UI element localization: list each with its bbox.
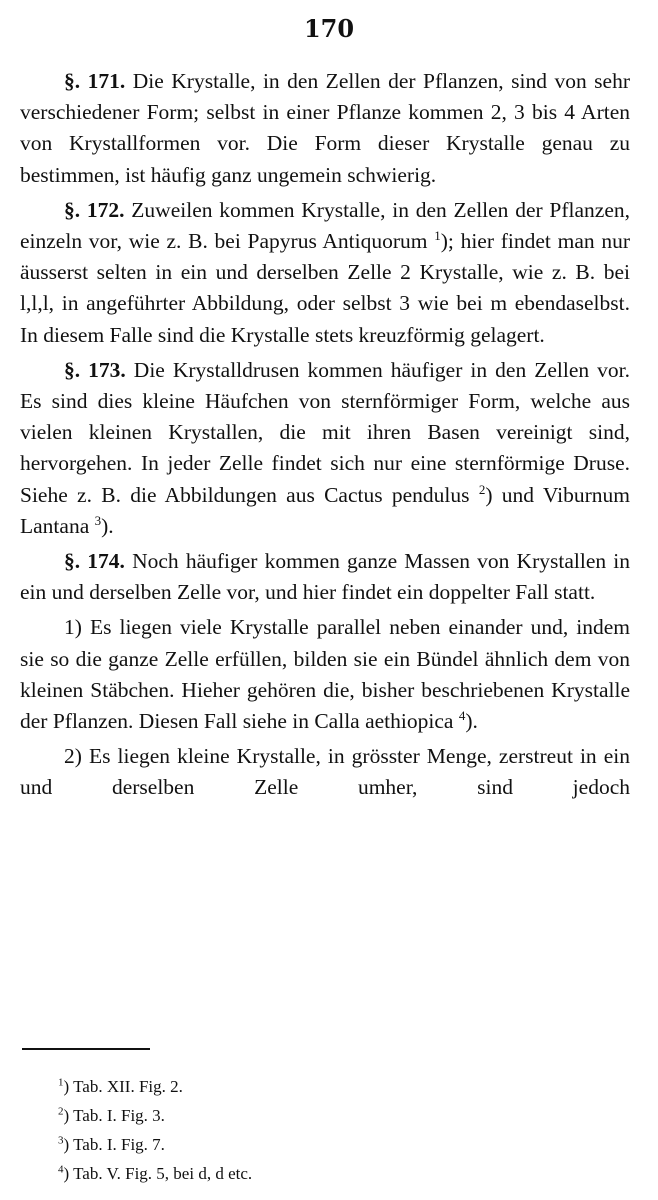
- paragraph-text: Noch häufiger kommen ganze Massen von Krystallen in ein und derselben Zelle vor, und hier findet ein doppelter Fall statt.: [20, 549, 630, 605]
- footnote-text: ) Tab. XII. Fig. 2.: [63, 1077, 183, 1096]
- paragraph-174: [20, 546, 630, 608]
- footnote-3: [58, 1130, 252, 1159]
- footnote-ref: 4: [458, 707, 466, 723]
- footnote-ref: 1: [434, 227, 441, 243]
- section-mark: §. 171.: [64, 69, 126, 93]
- footnote-divider: [22, 1048, 150, 1050]
- paragraph-text: 1) Es liegen viele Krystalle parallel neben einander und, indem sie so die ganze Zelle erfüllen, bilden sie ein Bündel ähnlich dem von kleinen Stäbchen. Hieher gehören die, bisher beschriebenen Krystalle der Pflanzen. Diesen Fall siehe in Calla aethiopica: [20, 615, 630, 734]
- footnote-4: [58, 1159, 252, 1188]
- footnote-1: [58, 1072, 252, 1101]
- footnote-ref: 3: [94, 512, 102, 528]
- footnotes: [58, 1072, 252, 1188]
- paragraph-text: Die Krystalle, in den Zellen der Pflanzen, sind von sehr verschiedener Form; selbst in einer Pflanze kommen 2, 3 bis 4 Arten von Krystallformen vor. Die Form dieser Krystalle genau zu bestimmen, ist häufig ganz ungemein schwierig.: [20, 69, 630, 187]
- footnote-mark: 2: [58, 1105, 64, 1118]
- paragraph-text: ) und Viburnum Lantana: [20, 482, 630, 538]
- section-mark: §. 172.: [64, 197, 125, 222]
- footnote-text: ) Tab. I. Fig. 7.: [63, 1135, 165, 1154]
- paragraph-case-2: [20, 741, 630, 803]
- paragraph-text: ).: [101, 513, 114, 538]
- footnote-mark: 1: [58, 1076, 64, 1089]
- paragraph-173: [20, 355, 630, 542]
- paragraph-172: [20, 195, 630, 351]
- body-text: [20, 66, 630, 808]
- section-mark: §. 174.: [64, 549, 125, 574]
- footnote-2: [58, 1101, 252, 1130]
- footnote-mark: 4: [58, 1163, 64, 1176]
- paragraph-text: ).: [465, 709, 478, 734]
- paragraph-text: Zuweilen kommen Krystalle, in den Zellen der Pflanzen, einzeln vor, wie z. B. bei Papyrus Antiquorum: [20, 197, 631, 254]
- paragraph-text: ); hier findet man nur äusserst selten in ein und derselben Zelle 2 Krystalle, wie z. B. bei l,l,l, in angeführter Abbildung, oder selbst 3 wie bei m ebendaselbst. In diesem Falle sind die Krystalle stets kreuzförmig gelagert.: [20, 229, 630, 347]
- footnote-ref: 2: [478, 481, 486, 497]
- footnote-text: ) Tab. V. Fig. 5, bei d, d etc.: [63, 1164, 253, 1183]
- page-number: 170: [303, 14, 355, 43]
- footnote-text: ) Tab. I. Fig. 3.: [63, 1106, 165, 1125]
- footnote-mark: 3: [58, 1134, 64, 1147]
- section-mark: §. 173.: [64, 357, 126, 382]
- paragraph-text: 2) Es liegen kleine Krystalle, in grösster Menge, zerstreut in ein und derselben Zelle umher, sind jedoch: [20, 744, 630, 800]
- paragraph-171: [20, 66, 630, 191]
- paragraph-case-1: [20, 612, 630, 737]
- paragraph-text: Die Krystalldrusen kommen häufiger in den Zellen vor. Es sind dies kleine Häufchen von sternförmiger Form, welche aus vielen kleinen Krystallen, die mit ihren Basen vereinigt sind, hervorgehen. In jeder Zelle findet sich nur eine sternförmige Druse. Siehe z. B. die Abbildungen aus Cactus pendulus: [20, 357, 631, 507]
